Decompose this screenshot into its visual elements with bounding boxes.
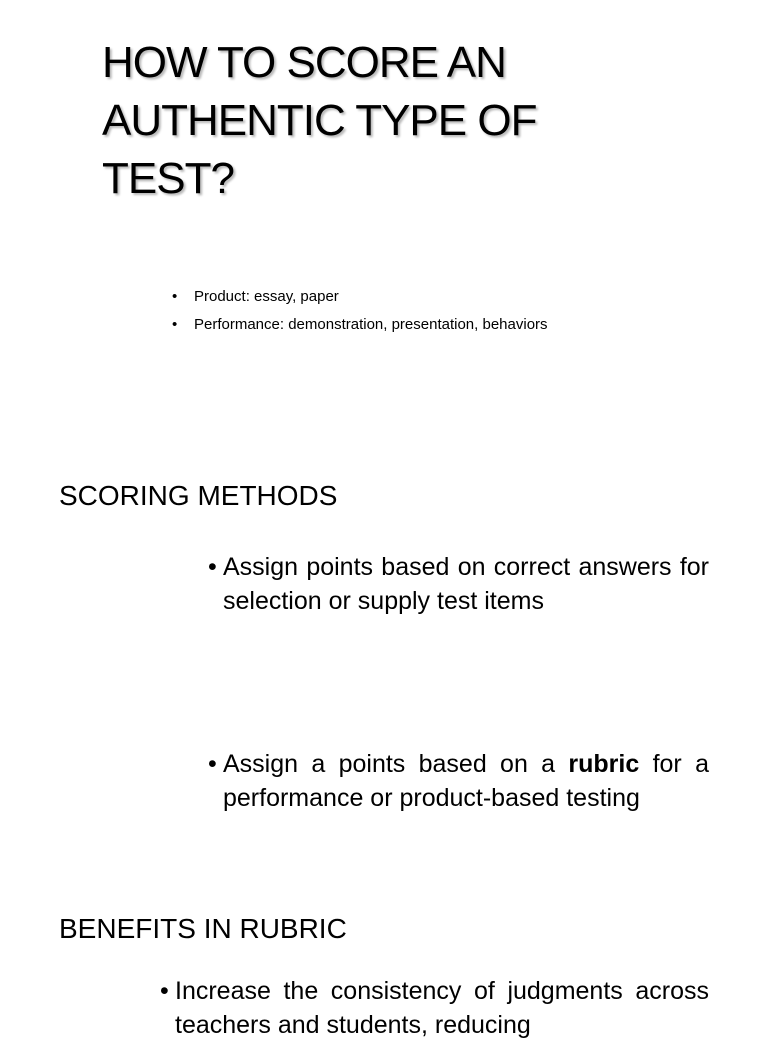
scoring-bullet-points-text: Assign points based on correct answers for selection or supply test items: [223, 553, 709, 615]
intro-bullet-list: [172, 283, 548, 339]
scoring-bullet-rubric: [208, 747, 709, 815]
scoring-methods-heading: SCORING METHODS: [59, 480, 338, 511]
scoring-bullet-points: [208, 550, 709, 618]
bullet-dot: •: [160, 977, 169, 1005]
benefits-bullet-consistency: [160, 974, 709, 1042]
rubric-bold-term: rubric: [568, 750, 640, 778]
bullet-dot: •: [208, 750, 217, 778]
benefits-bullet-consistency-text: Increase the consistency of judgments across teachers and students, reducing: [175, 977, 709, 1039]
scoring-bullet-rubric-text-after: for a performance or product-based testing: [223, 750, 709, 812]
benefits-in-rubric-heading: BENEFITS IN RUBRIC: [59, 913, 347, 944]
intro-bullet-product: • Product: essay, paper: [172, 283, 548, 311]
bullet-dot: •: [208, 553, 217, 581]
scoring-bullet-rubric-text-before: Assign a points based on a: [223, 750, 569, 778]
intro-bullet-performance: • Performance: demonstration, presentation, behaviors: [172, 311, 548, 339]
page-title: HOW TO SCORE AN AUTHENTIC TYPE OF TEST?: [102, 38, 537, 203]
